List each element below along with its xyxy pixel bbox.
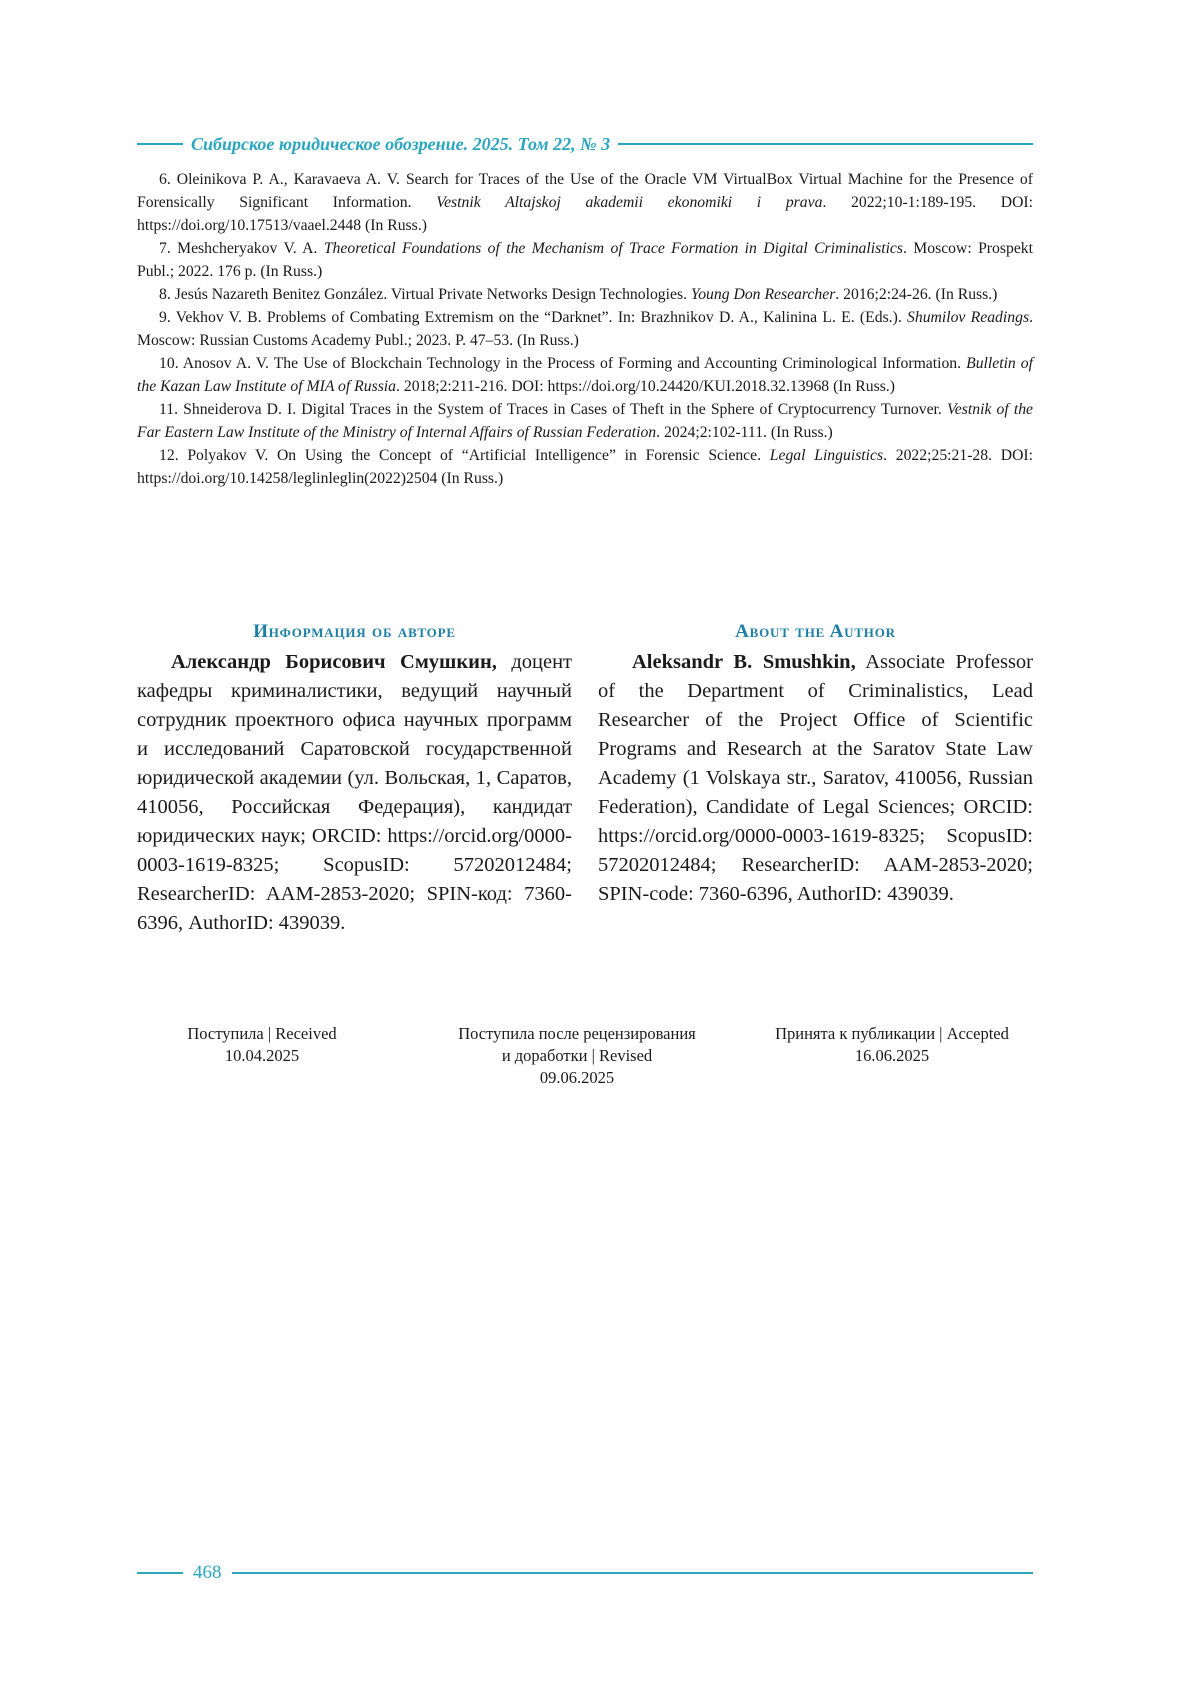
reference-item: 12. Polyakov V. On Using the Concept of “Artificial Intelligence” in Forensic Science. Legal Linguistics. 2022;25:21-28. DOI: https://doi.org/10.14258/leglinleglin(2022)2504 (In Russ.) [137, 447, 1033, 487]
received-date-block [167, 1023, 357, 1067]
accepted-date: 16.06.2025 [854, 1046, 930, 1065]
page-number: 468 [193, 1562, 222, 1583]
author-name-ru: Александр Борисович Смушкин, [171, 651, 497, 673]
revised-date-block [432, 1023, 722, 1089]
author-info-en [598, 620, 1033, 909]
page-footer [137, 1560, 1033, 1586]
revised-label-line2: и доработки | Revised [501, 1046, 653, 1065]
reference-item: 11. Shneiderova D. I. Digital Traces in the System of Traces in Cases of Theft in the Sphere of Cryptocurrency Turnover. Vestnik of the Far Eastern Law Institute of the Ministry of Internal Affairs of Russian Federation. 2024;2:102-111. (In Russ.) [137, 401, 1033, 441]
footer-rule-left [137, 1572, 183, 1574]
author-heading-en: About the Author [735, 621, 896, 642]
reference-item: 8. Jesús Nazareth Benitez González. Virtual Private Networks Design Technologies. Young Don Researcher. 2016;2:24-26. (In Russ.) [159, 286, 998, 303]
received-label: Поступила | Received [187, 1024, 337, 1043]
revised-label-line1: Поступила после рецензирования [458, 1024, 696, 1043]
author-heading-ru: Информация об авторе [253, 621, 456, 642]
author-bio-ru: Александр Борисович Смушкин, доцент кафедры криминалистики, ведущий научный сотрудник проектного офиса научных программ и исследований Саратовской государственной юридической академии (ул. Вольская, 1, Саратов, 410056, Российская Федерация), кандидат юридических наук; ORCID: https://orcid.org/0000-0003-1619-8325; ScopusID: 57202012484; ResearcherID: AAM-2853-2020; SPIN-код: 7360-6396, AuthorID: 439039. [137, 651, 572, 934]
reference-item: 9. Vekhov V. B. Problems of Combating Extremism on the “Darknet”. In: Brazhnikov D. A., Kalinina L. E. (Eds.). Shumilov Readings. Moscow: Russian Customs Academy Publ.; 2023. P. 47–53. (In Russ.) [137, 309, 1033, 349]
revised-date: 09.06.2025 [539, 1068, 615, 1087]
running-header [137, 132, 1033, 156]
author-bio-en: Aleksandr B. Smushkin, Associate Professor of the Department of Criminalistics, Lead Researcher of the Project Office of Scientific Programs and Research at the Saratov State Law Academy (1 Volskaya str., Saratov, 410056, Russian Federation), Candidate of Legal Sciences; ORCID: https://orcid.org/0000-0003-1619-8325; ScopusID: 57202012484; ResearcherID: AAM-2853-2020; SPIN-code: 7360-6396, AuthorID: 439039. [598, 651, 1033, 905]
header-rule-left [137, 143, 183, 145]
author-info-ru [137, 620, 572, 938]
footer-rule-right [232, 1572, 1034, 1574]
journal-title: Сибирское юридическое обозрение. 2025. Том 22, № 3 [191, 133, 611, 154]
reference-list [137, 168, 1033, 490]
header-rule-right [618, 143, 1033, 145]
received-date: 10.04.2025 [224, 1046, 300, 1065]
reference-item: 6. Oleinikova P. A., Karavaeva A. V. Search for Traces of the Use of the Oracle VM VirtualBox Virtual Machine for the Presence of Forensically Significant Information. Vestnik Altajskoj akademii ekonomiki i prava. 2022;10-1:189-195. DOI: https://doi.org/10.17513/vaael.2448 (In Russ.) [137, 171, 1033, 234]
article-dates [137, 1023, 1033, 1103]
reference-item: 10. Anosov A. V. The Use of Blockchain Technology in the Process of Forming and Accounting Criminological Information. Bulletin of the Kazan Law Institute of MIA of Russia. 2018;2:211-216. DOI: https://doi.org/10.24420/KUI.2018.32.13968 (In Russ.) [137, 355, 1034, 395]
reference-item: 7. Meshcheryakov V. A. Theoretical Foundations of the Mechanism of Trace Formation in Digital Criminalistics. Moscow: Prospekt Publ.; 2022. 176 p. (In Russ.) [137, 240, 1033, 280]
accepted-date-block [747, 1023, 1037, 1067]
author-name-en: Aleksandr B. Smushkin, [632, 651, 856, 673]
accepted-label: Принята к публикации | Accepted [775, 1024, 1009, 1043]
